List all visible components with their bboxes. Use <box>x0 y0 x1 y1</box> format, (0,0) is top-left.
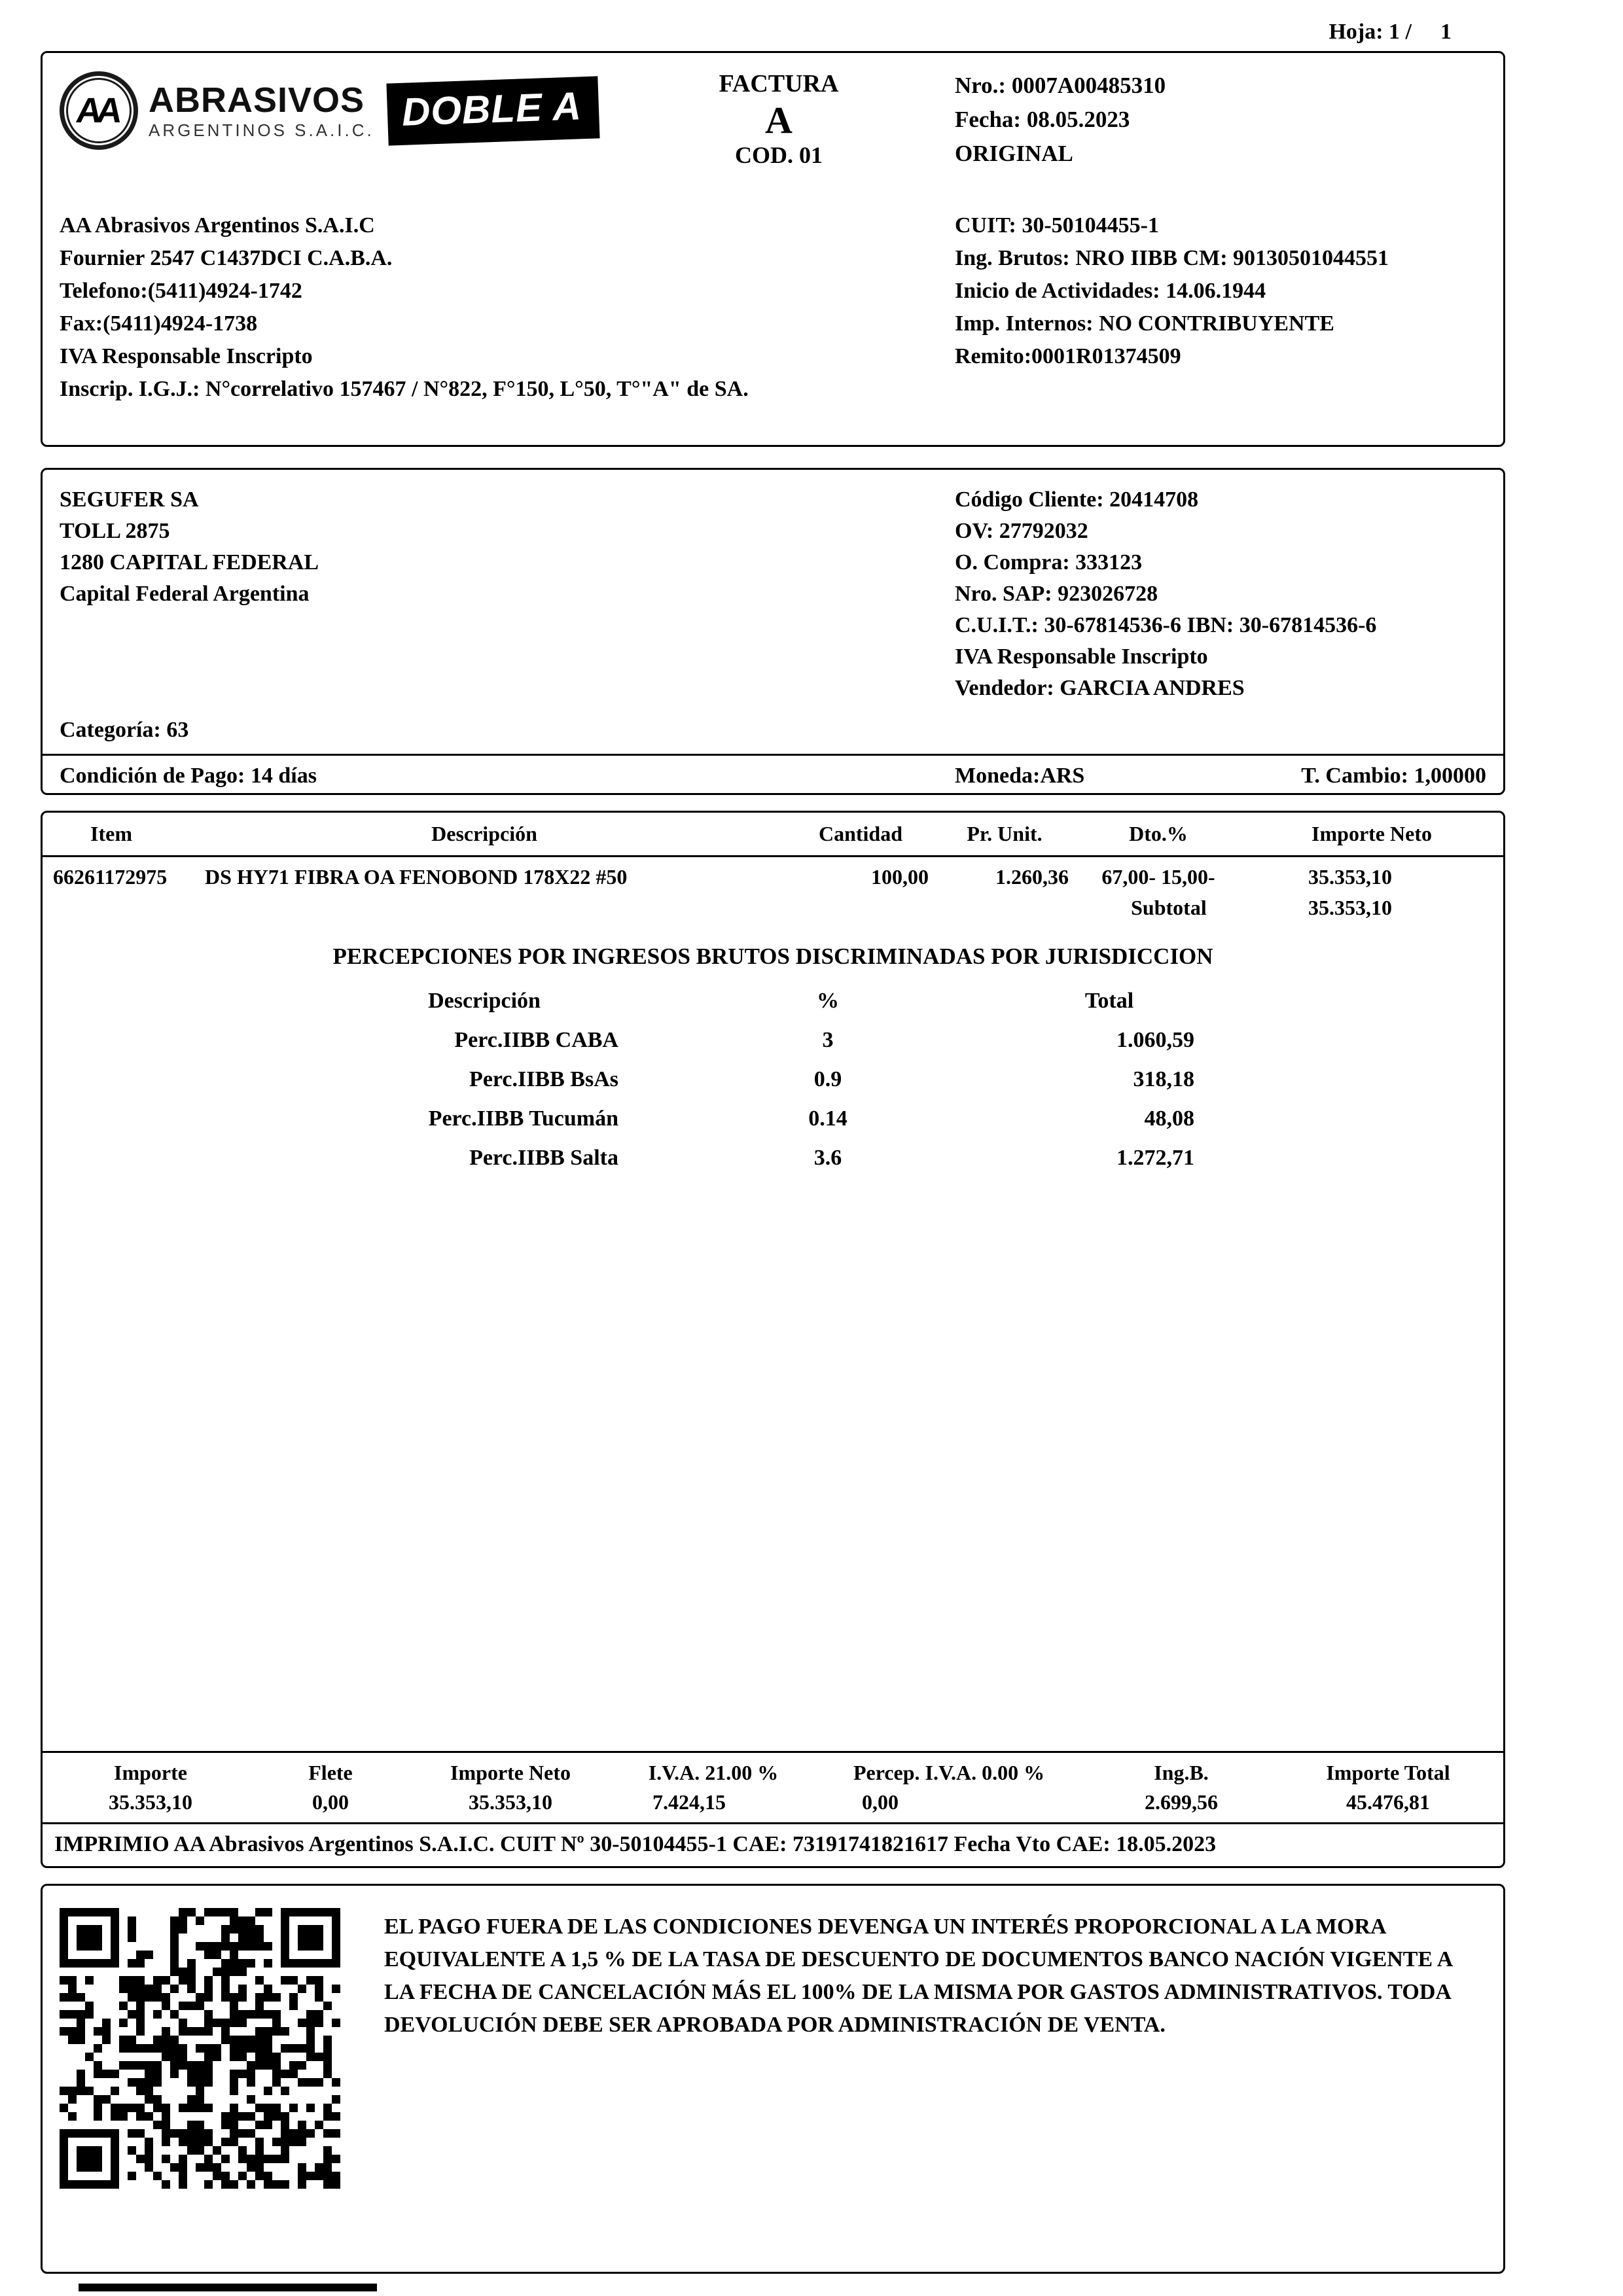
totals-value: 2.699,56 <box>1145 1790 1218 1814</box>
percepcion-total: 318,18 <box>1133 1067 1194 1091</box>
items-header-cell: Dto.% <box>1129 822 1188 845</box>
totals-header-cell: Importe Total <box>1326 1761 1450 1784</box>
percepcion-total: 1.060,59 <box>1116 1028 1194 1052</box>
invoice-meta <box>955 66 1486 171</box>
percepciones-row <box>43 1139 1503 1178</box>
company-info-line: Fournier 2547 C1437DCI C.A.B.A. <box>60 246 393 270</box>
totals-header-cell: I.V.A. 21.00 % <box>648 1761 779 1784</box>
company-info-line: Inscrip. I.G.J.: N°correlativo 157467 / N°822, F°150, L°50, T°"A" de SA. <box>60 377 749 401</box>
company-tax-info <box>955 209 1486 406</box>
totals-value: 0,00 <box>862 1790 899 1814</box>
legal-text: EL PAGO FUERA DE LAS CONDICIONES DEVENGA UN INTERÉS PROPORCIONAL A LA MORA EQUIVALENTE A 1,5 % DE LA TASA DE DESCUENTO DE DOCUMENTOS BANCO NACIÓN VIGENTE A LA FECHA DE CANCELACIÓN MÁS EL 100% DE LA MISMA POR GASTOS ADMINISTRATIVOS. TODA DEVOLUCIÓN DEBE SER APROBADA POR ADMINISTRACIÓN DE VENTA. <box>384 1915 1452 2037</box>
client-detail-line: O. Compra: 333123 <box>955 550 1143 574</box>
footer-box <box>41 1884 1505 2274</box>
invoice-number: Nro.: 0007A00485310 <box>955 73 1166 98</box>
percepcion-descripcion: Perc.IIBB BsAs <box>469 1067 618 1091</box>
totals-value: 45.476,81 <box>1346 1790 1430 1814</box>
items-header-cell: Descripción <box>431 822 537 845</box>
percepciones-header <box>43 981 1503 1021</box>
totals-header-cell: Importe Neto <box>450 1761 571 1784</box>
items-table-header <box>43 813 1503 857</box>
client-details <box>955 484 1486 704</box>
items-header-cell: Pr. Unit. <box>967 822 1043 845</box>
tipo-cambio-label: T. Cambio: 1,00000 <box>1301 764 1486 788</box>
percepciones-section <box>43 944 1503 1178</box>
company-header-box <box>41 51 1505 447</box>
percepciones-row <box>43 1060 1503 1099</box>
brand-text <box>149 82 374 139</box>
percepciones-header-cell: Descripción <box>428 989 541 1013</box>
company-info-line: AA Abrasivos Argentinos S.A.I.C <box>60 213 375 238</box>
items-header-cell: Cantidad <box>818 822 903 845</box>
totals-header-cell: Percep. I.V.A. 0.00 % <box>853 1761 1045 1784</box>
percepciones-header-cell: Total <box>1084 989 1134 1013</box>
percepcion-descripcion: Perc.IIBB CABA <box>454 1028 618 1052</box>
brand-name: ABRASIVOS <box>149 80 365 120</box>
totals-header-cell: Flete <box>308 1761 353 1784</box>
aa-logo-icon <box>60 71 138 150</box>
items-box <box>41 811 1505 1868</box>
tax-info-line: Inicio de Actividades: 14.06.1944 <box>955 279 1266 303</box>
percepcion-porcentaje: 3.6 <box>813 1146 842 1170</box>
moneda-label: Moneda:ARS <box>955 764 1085 788</box>
client-columns <box>60 484 1486 704</box>
company-info <box>60 209 955 406</box>
client-detail-line: IVA Responsable Inscripto <box>955 645 1208 669</box>
tax-info-line: CUIT: 30-50104455-1 <box>955 213 1159 238</box>
client-detail-line: C.U.I.T.: 30-67814536-6 IBN: 30-67814536-6 <box>955 613 1377 637</box>
item-description: DS HY71 FIBRA OA FENOBOND 178X22 #50 <box>205 865 628 889</box>
percepcion-descripcion: Perc.IIBB Salta <box>469 1146 618 1170</box>
percepcion-porcentaje: 3 <box>822 1028 834 1052</box>
invoice-original-label: ORIGINAL <box>955 141 1073 166</box>
item-code: 66261172975 <box>53 865 168 889</box>
items-empty-space <box>43 1178 1503 1751</box>
company-info-line: Telefono:(5411)4924-1742 <box>60 279 302 303</box>
percepciones-header-cell: % <box>817 989 839 1013</box>
client-detail-line: Vendedor: GARCIA ANDRES <box>955 676 1245 700</box>
client-line: TOLL 2875 <box>60 519 170 543</box>
brand-subtitle: ARGENTINOS S.A.I.C. <box>149 120 374 140</box>
tax-info-line: Remito:0001R01374509 <box>955 344 1181 368</box>
totals-header-cell: Ing.B. <box>1154 1761 1209 1784</box>
percepcion-total: 48,08 <box>1144 1106 1194 1131</box>
qr-code <box>60 1908 341 2189</box>
aa-logo-text: AA <box>73 91 120 130</box>
factura-title: FACTURA <box>719 70 839 97</box>
subtotal-row <box>43 891 1503 920</box>
totals-header-cell: Importe <box>114 1761 187 1784</box>
end-bar <box>79 2284 377 2291</box>
totals-header-row <box>43 1751 1503 1786</box>
tax-info-line: Imp. Internos: NO CONTRIBUYENTE <box>955 311 1334 336</box>
totals-value: 7.424,15 <box>652 1790 726 1814</box>
client-box <box>41 468 1505 795</box>
item-importe-neto: 35.353,10 <box>1308 865 1392 889</box>
items-header-cell: Importe Neto <box>1311 822 1432 845</box>
page-number-label: Hoja: 1 / <box>1329 20 1412 44</box>
totals-value: 35.353,10 <box>469 1790 552 1814</box>
client-detail-line: OV: 27792032 <box>955 519 1088 543</box>
invoice-page <box>41 0 1505 2274</box>
client-line: 1280 CAPITAL FEDERAL <box>60 550 319 574</box>
payment-terms-row <box>60 756 1486 792</box>
page-number <box>1329 20 1452 44</box>
percepcion-descripcion: Perc.IIBB Tucumán <box>428 1106 618 1131</box>
item-dto: 67,00- 15,00- <box>1101 865 1215 889</box>
percepciones-row <box>43 1021 1503 1060</box>
company-info-line: Fax:(5411)4924-1738 <box>60 311 258 336</box>
factura-cod: COD. 01 <box>735 142 823 169</box>
subtotal-label: Subtotal <box>1131 896 1207 919</box>
totals-value: 0,00 <box>312 1790 349 1814</box>
percepcion-porcentaje: 0.9 <box>813 1067 842 1091</box>
client-detail-line: Nro. SAP: 923026728 <box>955 582 1158 606</box>
percepcion-total: 1.272,71 <box>1116 1146 1194 1170</box>
percepcion-porcentaje: 0.14 <box>808 1106 847 1131</box>
doble-a-logo: DOBLE A <box>386 76 599 145</box>
totals-value: 35.353,10 <box>109 1790 192 1814</box>
tax-info-line: Ing. Brutos: NRO IIBB CM: 90130501044551 <box>955 246 1389 270</box>
items-header-cell: Item <box>90 822 132 845</box>
percepciones-table <box>43 981 1503 1178</box>
totals-values-row <box>43 1786 1503 1824</box>
item-pr-unit: 1.260,36 <box>995 865 1069 889</box>
item-cantidad: 100,00 <box>871 865 929 889</box>
factura-letter: A <box>765 98 793 141</box>
item-row <box>43 857 1503 891</box>
client-detail-line: Código Cliente: 20414708 <box>955 487 1199 512</box>
percepciones-row <box>43 1099 1503 1139</box>
subtotal-value: 35.353,10 <box>1308 896 1392 919</box>
company-info-columns <box>60 209 1486 406</box>
invoice-date: Fecha: 08.05.2023 <box>955 107 1130 132</box>
condicion-pago-label: Condición de Pago: 14 días <box>60 764 317 788</box>
client-line: SEGUFER SA <box>60 487 199 512</box>
page-number-value: 1 <box>1440 20 1452 44</box>
currency-block <box>955 764 1486 788</box>
company-info-line: IVA Responsable Inscripto <box>60 344 313 368</box>
client-name-address <box>60 484 955 704</box>
percepciones-title: PERCEPCIONES POR INGRESOS BRUTOS DISCRIMINADAS POR JURISDICCION <box>332 944 1213 969</box>
header-row <box>60 66 1486 200</box>
client-line: Capital Federal Argentina <box>60 582 310 606</box>
factura-type-block <box>603 66 955 169</box>
imprimio-line: IMPRIMIO AA Abrasivos Argentinos S.A.I.C. CUIT Nº 30-50104455-1 CAE: 73191741821617 Fecha Vto CAE: 18.05.2023 <box>54 1832 1217 1856</box>
categoria-label: Categoría: 63 <box>60 718 189 742</box>
company-logo <box>60 66 603 150</box>
